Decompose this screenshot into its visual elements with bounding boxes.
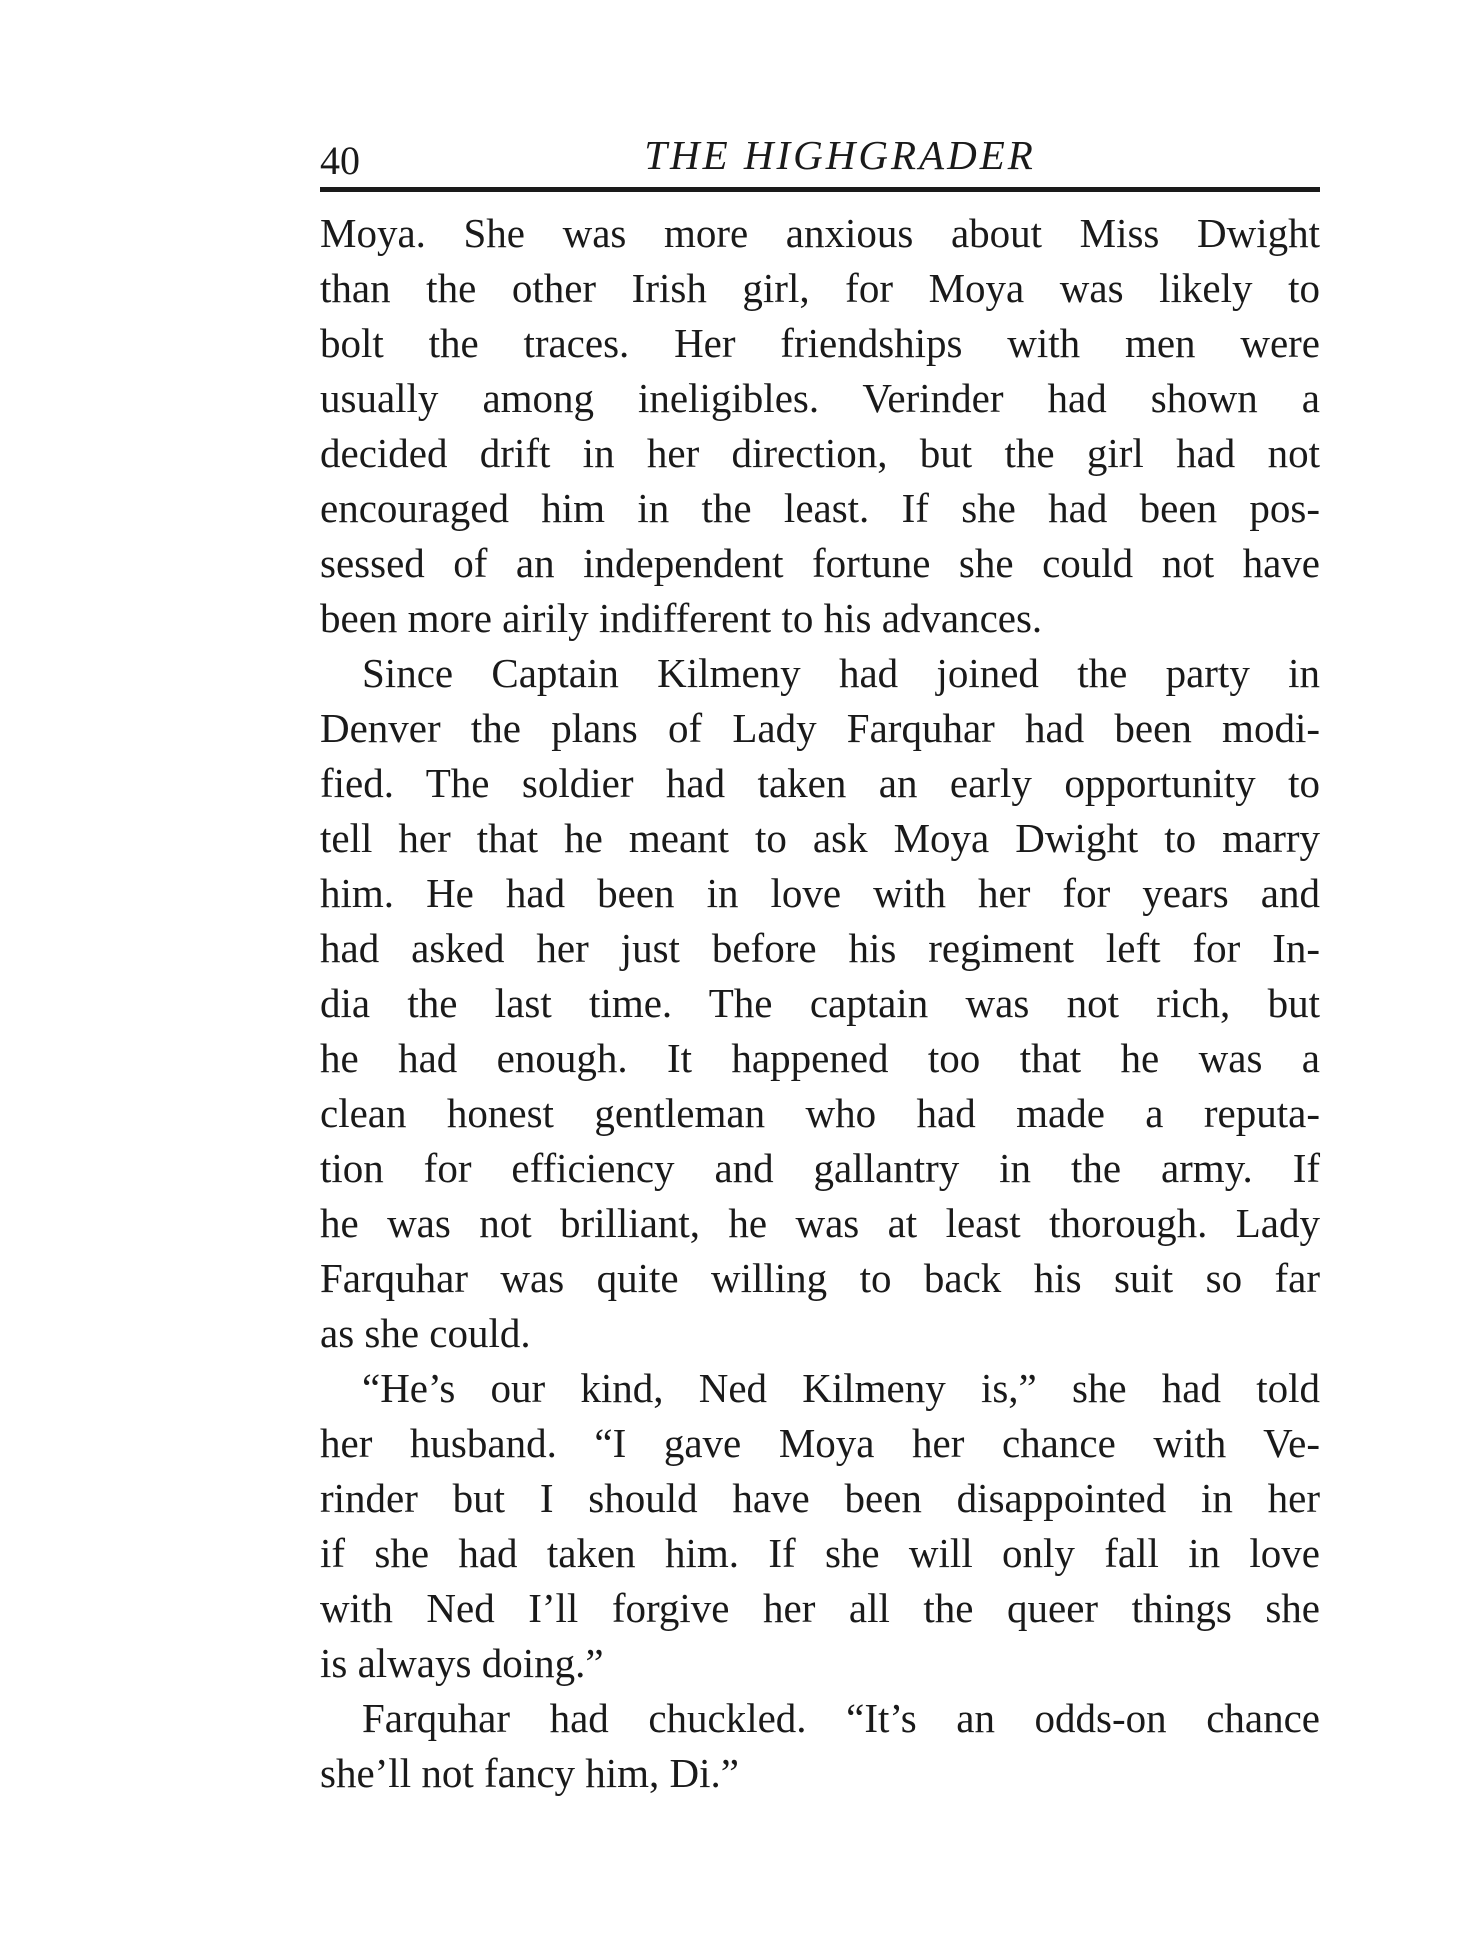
text-line: is always doing.” bbox=[320, 1640, 604, 1686]
text-line: usually among ineligibles. Verinder had shown a bbox=[320, 375, 1320, 421]
text-line: bolt the traces. Her friendships with men were bbox=[320, 320, 1320, 366]
text-line: clean honest gentleman who had made a reputa- bbox=[320, 1090, 1320, 1136]
book-page bbox=[320, 125, 1320, 1801]
text-line: he had enough. It happened too that he was a bbox=[320, 1035, 1320, 1081]
running-title: THE HIGHGRADER bbox=[644, 132, 1036, 178]
text-line: rinder but I should have been disappointed in her bbox=[320, 1475, 1320, 1521]
text-line: Since Captain Kilmeny had joined the party in bbox=[362, 650, 1320, 696]
text-line: he was not brilliant, he was at least thorough. Lady bbox=[320, 1200, 1320, 1246]
text-line: decided drift in her direction, but the girl had not bbox=[320, 430, 1320, 476]
text-line: him. He had been in love with her for years and bbox=[320, 870, 1320, 916]
paragraph bbox=[320, 206, 1320, 646]
text-line: as she could. bbox=[320, 1310, 531, 1356]
text-line: sessed of an independent fortune she could not have bbox=[320, 540, 1320, 586]
body-text bbox=[320, 206, 1320, 1801]
text-line: Farquhar was quite willing to back his suit so far bbox=[320, 1255, 1320, 1301]
text-line: Moya. She was more anxious about Miss Dwight bbox=[320, 210, 1320, 256]
text-line: with Ned I’ll forgive her all the queer things she bbox=[320, 1585, 1320, 1631]
text-line: if she had taken him. If she will only fall in love bbox=[320, 1530, 1320, 1576]
text-line: Denver the plans of Lady Farquhar had been modi- bbox=[320, 705, 1320, 751]
text-line: had asked her just before his regiment left for In- bbox=[320, 925, 1320, 971]
text-line: dia the last time. The captain was not rich, but bbox=[320, 980, 1320, 1026]
paragraph bbox=[320, 646, 1320, 1361]
paragraph bbox=[320, 1361, 1320, 1691]
text-line: been more airily indifferent to his advances. bbox=[320, 595, 1043, 641]
running-header bbox=[320, 125, 1320, 192]
page-number: 40 bbox=[320, 138, 360, 183]
text-line: “He’s our kind, Ned Kilmeny is,” she had told bbox=[362, 1365, 1320, 1411]
text-line: fied. The soldier had taken an early opportunity to bbox=[320, 760, 1320, 806]
paragraph bbox=[320, 1691, 1320, 1801]
text-line: her husband. “I gave Moya her chance with Ve- bbox=[320, 1420, 1320, 1466]
text-line: Farquhar had chuckled. “It’s an odds-on chance bbox=[362, 1695, 1320, 1741]
text-line: tell her that he meant to ask Moya Dwight to marry bbox=[320, 815, 1320, 861]
text-line: tion for efficiency and gallantry in the army. If bbox=[320, 1145, 1320, 1191]
text-line: encouraged him in the least. If she had been pos- bbox=[320, 485, 1320, 531]
text-line: than the other Irish girl, for Moya was likely to bbox=[320, 265, 1320, 311]
text-line: she’ll not fancy him, Di.” bbox=[320, 1750, 740, 1796]
